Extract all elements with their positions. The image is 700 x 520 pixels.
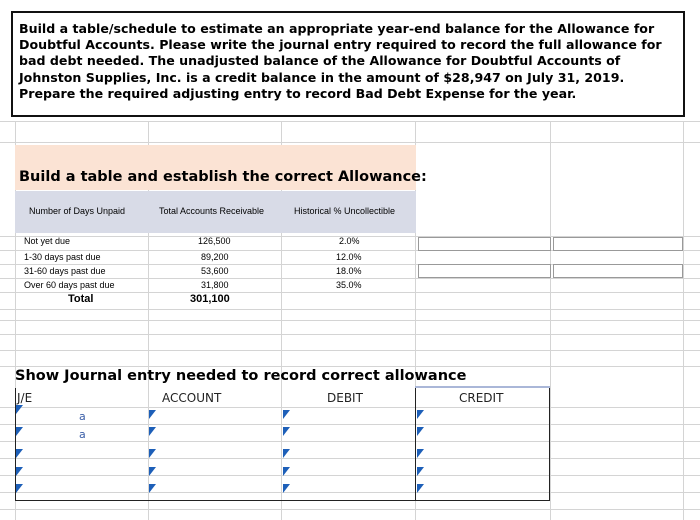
row-marker: a [79, 428, 86, 441]
dropdown-marker-icon[interactable] [283, 427, 290, 436]
header-account: ACCOUNT [162, 391, 222, 405]
row-receivable: 89,200 [201, 252, 229, 262]
header-days-unpaid: Number of Days Unpaid [29, 206, 126, 216]
dropdown-marker-icon[interactable] [16, 427, 23, 436]
row-category: 31-60 days past due [24, 266, 106, 276]
empty-cell[interactable] [553, 237, 683, 251]
row-pct: 35.0% [336, 280, 362, 290]
dropdown-marker-icon[interactable] [16, 467, 23, 476]
question-prompt [11, 11, 685, 117]
journal-border-bottom [15, 500, 550, 501]
row-category: 1-30 days past due [24, 252, 101, 262]
empty-cell[interactable] [418, 264, 551, 278]
row-category: Not yet due [24, 236, 71, 246]
row-pct: 12.0% [336, 252, 362, 262]
dropdown-marker-icon[interactable] [149, 427, 156, 436]
total-value: 301,100 [190, 293, 230, 305]
header-je: J/E [17, 391, 33, 405]
dropdown-marker-icon[interactable] [149, 467, 156, 476]
dropdown-marker-icon[interactable] [149, 410, 156, 419]
question-text: Build a table/schedule to estimate an appropriate year-end balance for the Allowance for Doubtful Accounts. Please write the journal entry required to record the full allowance for bad debt needed. The unadjusted balance of the Allowance for Doubtful Accounts of Johnston Supplies, Inc. is a credit balance in the amount of $28,947 on July 31, 2019. Prepare the required adjusting entry to record Bad Debt Expense for the year. [19, 21, 662, 101]
header-credit: CREDIT [459, 391, 504, 405]
dropdown-marker-icon[interactable] [417, 410, 424, 419]
row-pct: 2.0% [339, 236, 360, 246]
header-pct-uncollectible: Historical % Uncollectible [294, 206, 396, 216]
header-total-receivable: Total Accounts Receivable [159, 206, 265, 216]
header-debit: DEBIT [327, 391, 363, 405]
dropdown-marker-icon[interactable] [283, 410, 290, 419]
dropdown-marker-icon[interactable] [283, 449, 290, 458]
dropdown-marker-icon[interactable] [16, 484, 23, 493]
dropdown-marker-icon[interactable] [16, 405, 23, 414]
dropdown-marker-icon[interactable] [417, 449, 424, 458]
column-selection-bar [415, 386, 550, 388]
row-receivable: 53,600 [201, 266, 229, 276]
allowance-title: Build a table and establish the correct Allowance: [19, 169, 427, 185]
row-receivable: 126,500 [198, 236, 231, 246]
dropdown-marker-icon[interactable] [149, 484, 156, 493]
empty-cell[interactable] [418, 237, 551, 251]
dropdown-marker-icon[interactable] [417, 427, 424, 436]
dropdown-marker-icon[interactable] [16, 449, 23, 458]
empty-cell[interactable] [553, 264, 683, 278]
dropdown-marker-icon[interactable] [283, 467, 290, 476]
dropdown-marker-icon[interactable] [417, 484, 424, 493]
row-marker: a [79, 410, 86, 423]
row-pct: 18.0% [336, 266, 362, 276]
dropdown-marker-icon[interactable] [283, 484, 290, 493]
journal-title: Show Journal entry needed to record correct allowance [15, 368, 467, 384]
row-receivable: 31,800 [201, 280, 229, 290]
total-label: Total [68, 293, 94, 305]
dropdown-marker-icon[interactable] [149, 449, 156, 458]
journal-border-divider [415, 388, 416, 500]
journal-border-right [549, 388, 550, 500]
dropdown-marker-icon[interactable] [417, 467, 424, 476]
row-category: Over 60 days past due [24, 280, 115, 290]
